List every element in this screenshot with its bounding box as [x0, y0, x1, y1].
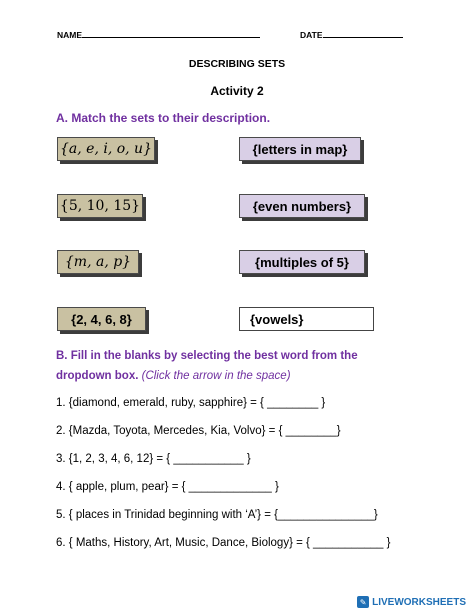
name-line	[82, 28, 260, 38]
section-b-heading-line1: B. Fill in the blanks by selecting the best word from the	[56, 350, 358, 362]
set-box-multiples[interactable]	[57, 194, 143, 218]
section-b-hint: (Click the arrow in the space)	[141, 370, 291, 382]
description-box-multiples-of-5[interactable]	[239, 250, 365, 274]
page-title: DESCRIBING SETS	[188, 58, 286, 70]
set-box-vowels[interactable]	[57, 137, 155, 161]
question-4[interactable]: 4. { apple, plum, pear} = { _____________ }	[56, 481, 279, 493]
activity-title: Activity 2	[210, 84, 264, 98]
set-text: {2, 4, 6, 8}	[71, 311, 132, 327]
date-label: DATE	[300, 30, 323, 40]
description-text: {vowels}	[250, 311, 304, 327]
question-2[interactable]: 2. {Mazda, Toyota, Mercedes, Kia, Volvo} = { ________}	[56, 425, 341, 437]
set-box-even[interactable]	[57, 307, 146, 331]
question-5[interactable]: 5. { places in Trinidad beginning with ‘A’} = {_______________}	[56, 509, 378, 521]
date-line	[323, 28, 403, 38]
set-text: {a, e, i, o, u}	[60, 141, 152, 157]
liveworksheets-logo-icon: ✎	[357, 596, 369, 608]
description-text: {multiples of 5}	[255, 254, 349, 270]
logo-text: LIVEWORKSHEETS	[372, 596, 466, 608]
set-text: {5, 10, 15}	[59, 198, 141, 214]
set-box-map[interactable]	[57, 250, 139, 274]
liveworksheets-logo[interactable]	[357, 596, 466, 608]
section-b-heading-text: dropdown box.	[56, 370, 139, 382]
description-text: {letters in map}	[252, 141, 348, 157]
question-1[interactable]: 1. {diamond, emerald, ruby, sapphire} = { ________ }	[56, 397, 326, 409]
question-6[interactable]: 6. { Maths, History, Art, Music, Dance, Biology} = { ___________ }	[56, 537, 391, 549]
name-field-row	[57, 28, 260, 40]
description-text: {even numbers}	[252, 198, 352, 214]
section-a-heading: A. Match the sets to their description.	[56, 111, 271, 125]
name-label: NAME	[57, 30, 83, 40]
section-b-heading	[56, 346, 456, 386]
description-box-even-numbers[interactable]	[239, 194, 365, 218]
set-text: {m, a, p}	[64, 254, 132, 270]
section-b-heading-line2	[56, 366, 456, 386]
question-3[interactable]: 3. {1, 2, 3, 4, 6, 12} = { ___________ }	[56, 453, 251, 465]
description-box-letters-in-map[interactable]	[239, 137, 361, 161]
description-box-vowels[interactable]	[239, 307, 374, 331]
date-field-row	[300, 28, 403, 40]
